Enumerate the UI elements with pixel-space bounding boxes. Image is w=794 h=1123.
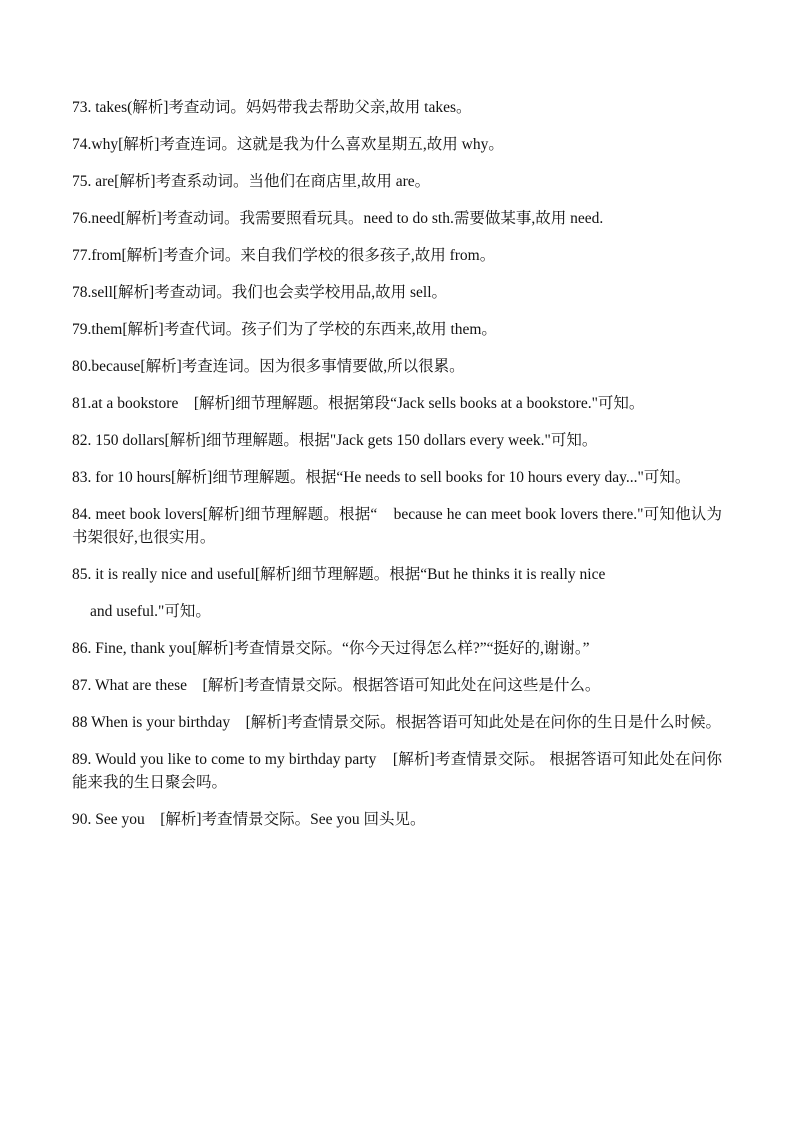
answer-entry-83: 83. for 10 hours[解析]细节理解题。根据“He needs to sell books for 10 hours every day..."可知。	[72, 469, 691, 486]
answer-key-page	[72, 96, 722, 845]
answer-entry-90: 90. See you [解析]考查情景交际。See you 回头见。	[72, 811, 426, 828]
answer-entry-82: 82. 150 dollars[解析]细节理解题。根据"Jack gets 150 dollars every week."可知。	[72, 432, 598, 449]
answer-entry-73: 73. takes(解析]考查动词。妈妈带我去帮助父亲,故用 takes。	[72, 99, 472, 116]
answer-entry-76: 76.need[解析]考查动词。我需要照看玩具。need to do sth.需要做某事,故用 need.	[72, 210, 604, 227]
answer-entry-85-continuation: and useful."可知。	[90, 603, 211, 620]
answer-entry-75: 75. are[解析]考查系动词。当他们在商店里,故用 are。	[72, 173, 431, 190]
answer-entry-84: 84. meet book lovers[解析]细节理解题。根据“ because he can meet book lovers there."可知他认为书架很好,也很实用。	[72, 506, 722, 546]
answer-entry-88: 88 When is your birthday [解析]考查情景交际。根据答语可知此处是在问你的生日是什么时候。	[72, 714, 721, 731]
answer-entry-79: 79.them[解析]考查代词。孩子们为了学校的东西来,故用 them。	[72, 321, 497, 338]
answer-entry-74: 74.why[解析]考查连词。这就是我为什么喜欢星期五,故用 why。	[72, 136, 504, 153]
answer-entry-85: 85. it is really nice and useful[解析]细节理解题。根据“But he thinks it is really nice	[72, 566, 606, 583]
answer-entry-78: 78.sell[解析]考查动词。我们也会卖学校用品,故用 sell。	[72, 284, 447, 301]
answer-entry-77: 77.from[解析]考查介词。来自我们学校的很多孩子,故用 from。	[72, 247, 496, 264]
answer-entry-81: 81.at a bookstore [解析]细节理解题。根据第段“Jack sells books at a bookstore."可知。	[72, 395, 645, 412]
answer-entry-80: 80.because[解析]考查连词。因为很多事情要做,所以很累。	[72, 358, 465, 375]
answer-entry-86: 86. Fine, thank you[解析]考查情景交际。“你今天过得怎么样?”“挺好的,谢谢。”	[72, 640, 590, 657]
answer-entry-87: 87. What are these [解析]考查情景交际。根据答语可知此处在问这些是什么。	[72, 677, 601, 694]
answer-entry-89: 89. Would you like to come to my birthday party [解析]考查情景交际。 根据答语可知此处在问你能来我的生日聚会吗。	[72, 751, 722, 791]
